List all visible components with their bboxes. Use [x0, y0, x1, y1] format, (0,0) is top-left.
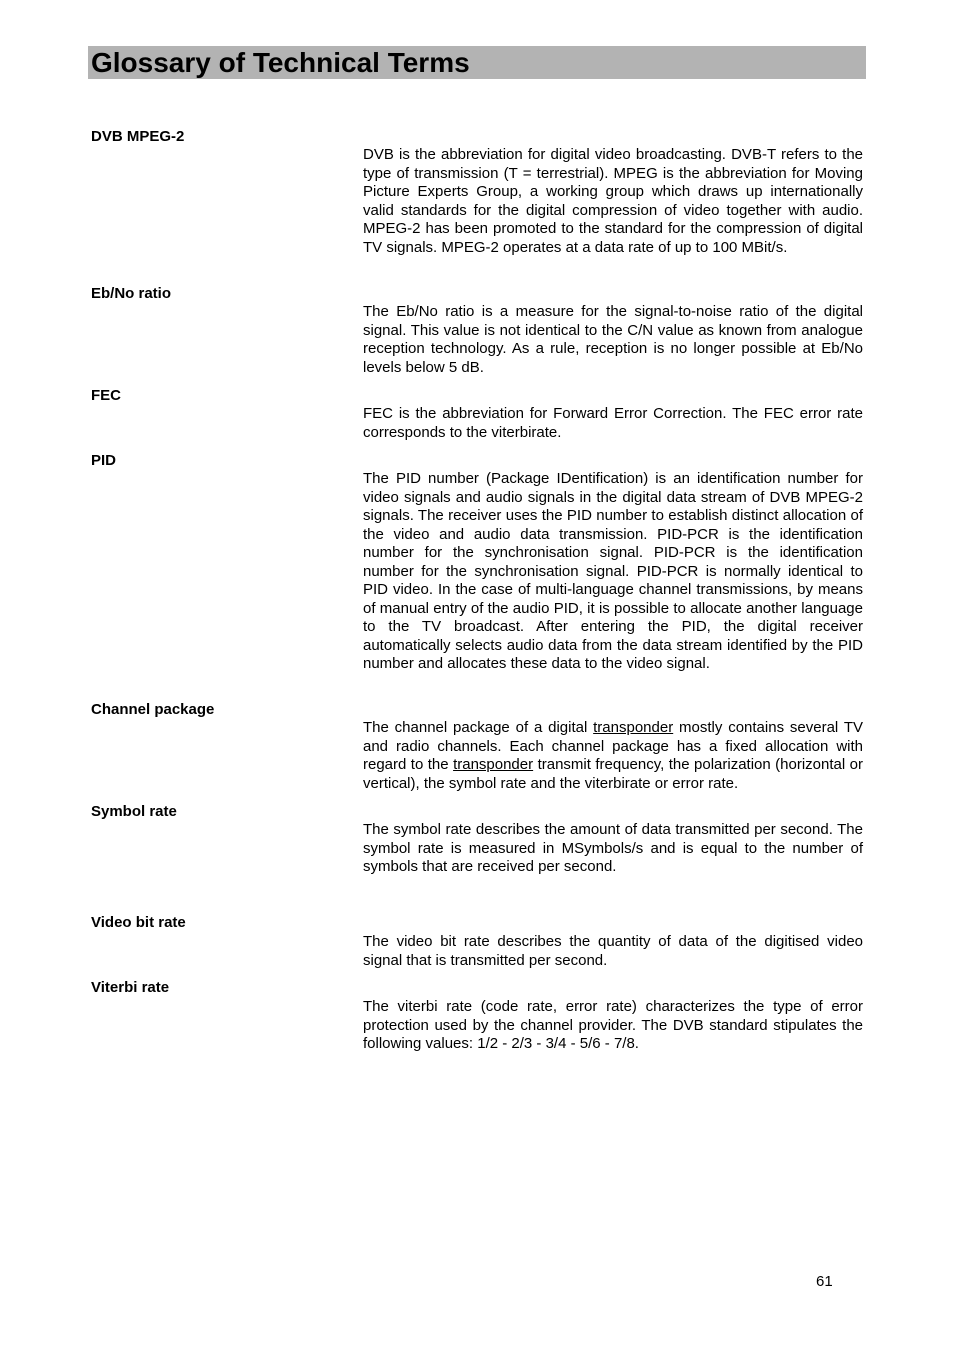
glossary-definition-viterbi-rate: The viterbi rate (code rate, error rate) characterizes the type of error protection used by the channel provider. The DVB standard stipulates the following values: 1/2 - 2/3 - 3/4 - 5/6 - 7/8. [363, 998, 863, 1052]
page-title-bar [88, 46, 866, 79]
glossary-definition-symbol-rate: The symbol rate describes the amount of data transmitted per second. The symbol rate is measured in MSymbols/s and is equal to the number of symbols that are received per second. [363, 821, 863, 875]
glossary-term-video-bit-rate: Video bit rate [91, 914, 186, 931]
glossary-definition-fec: FEC is the abbreviation for Forward Error Correction. The FEC error rate corresponds to the viterbirate. [363, 405, 863, 441]
glossary-term-eb-no-ratio: Eb/No ratio [91, 285, 172, 302]
glossary-definition-pid: The PID number (Package IDentification) is an identification number for video signals and audio signals in the digital data stream of DVB MPEG-2 signals. The receiver uses the PID number to establish distinct allocation of the video and audio data transmission. PID-PCR is the identification number for the synchronisation signal. PID-PCR is the identification number for the synchronisation signal. PID-PCR is normally identical to PID video. In the case of multi-language channel transmissions, by means of manual entry of the audio PID, it is possible to allocate another language to the TV broadcast. After entering the PID, the digital receiver automatically selects audio data from the data stream identified by the PID number and allocates these data to the video signal. [363, 470, 863, 672]
page-number: 61 [816, 1273, 833, 1290]
definition-text: The channel package of a digital [363, 719, 594, 736]
glossary-term-fec: FEC [91, 387, 121, 404]
glossary-term-symbol-rate: Symbol rate [91, 803, 177, 820]
glossary-definition-video-bit-rate: The video bit rate describes the quantity of data of the digitised video signal that is transmitted per second. [363, 933, 863, 969]
definition-text: mostly contains several TV and radio channels. Each channel package has a fixed allocation with regard to the [363, 719, 863, 773]
glossary-term-viterbi-rate: Viterbi rate [91, 979, 170, 996]
glossary-term-pid: PID [91, 452, 117, 469]
glossary-definition-channel-package [363, 719, 863, 793]
transponder-link[interactable]: transponder [453, 756, 534, 773]
glossary-definition-eb-no-ratio: The Eb/No ratio is a measure for the signal-to-noise ratio of the digital signal. This value is not identical to the C/N value as known from analogue reception technology. As a rule, reception is no longer possible at Eb/No levels below 5 dB. [363, 303, 863, 376]
glossary-definition-dvb-mpeg2: DVB is the abbreviation for digital video broadcasting. DVB-T refers to the type of transmission (T = terrestrial). MPEG is the abbreviation for Moving Picture Experts Group, a working group which draws up internationally valid standards for the digital compression of video together with audio. MPEG-2 has been promoted to the standard for the compression of digital TV signals. MPEG-2 operates at a data rate of up to 100 MBit/s. [363, 146, 863, 256]
page-title: Glossary of Technical Terms [91, 47, 470, 78]
transponder-link[interactable]: transponder [593, 719, 674, 736]
glossary-term-dvb-mpeg2: DVB MPEG-2 [91, 128, 185, 145]
glossary-term-channel-package: Channel package [91, 701, 215, 718]
definition-text: transmit frequency, the polarization (horizontal or vertical), the symbol rate and the viterbirate or error rate. [363, 756, 863, 792]
